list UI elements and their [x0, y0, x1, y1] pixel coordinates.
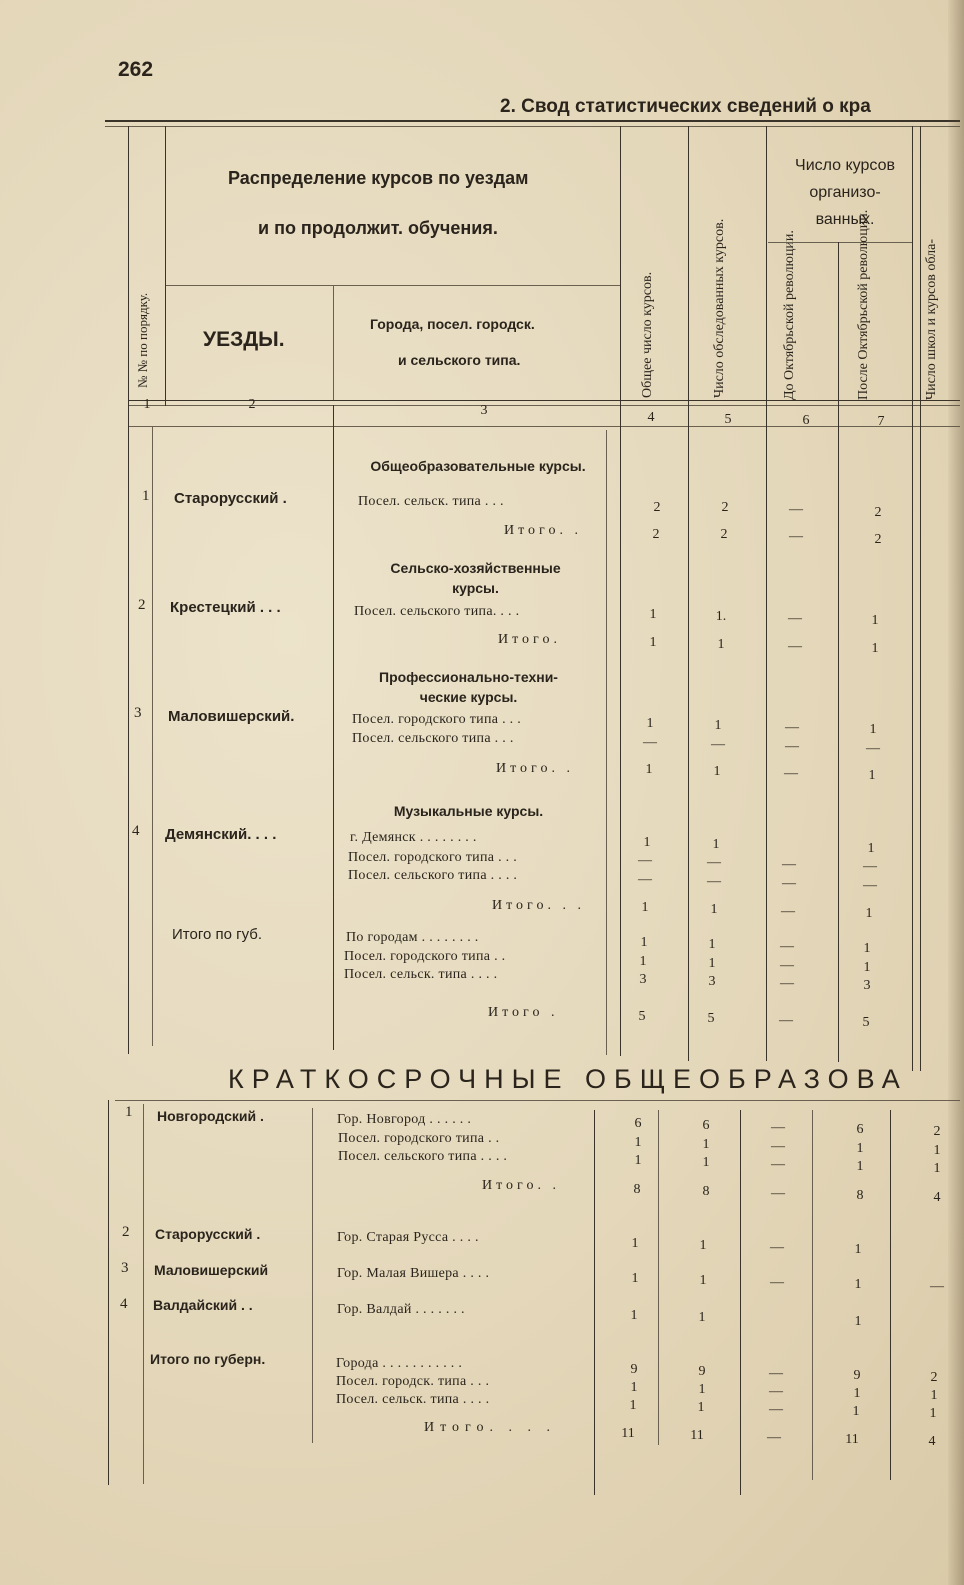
cell-c7: 1 — [871, 613, 879, 628]
cell-c4: 1 — [640, 935, 648, 950]
header-col67-line2: организо- — [809, 184, 881, 201]
cell-c8: — — [930, 1279, 944, 1294]
cell-c7: 1 — [856, 1141, 864, 1156]
itogo-c6: — — [779, 1013, 793, 1028]
uezd-label: Демянский. . . . — [165, 826, 277, 843]
section-title-music: Музыкальные курсы. — [393, 803, 544, 819]
cell-c5: 1 — [698, 1310, 706, 1325]
vline-lower-c4 — [594, 1110, 595, 1495]
cell-c7: 1 — [863, 941, 871, 956]
place-label: Посел. городского типа . . — [338, 1131, 500, 1146]
itogo-c4: 1 — [641, 900, 649, 915]
page-heading: 2. Свод статистических сведений о кра — [500, 96, 871, 117]
colnum-7: 7 — [877, 414, 885, 429]
cell-c5: 1 — [714, 718, 722, 733]
cell-c7: 1 — [856, 1159, 864, 1174]
cell-c8: 1 — [933, 1143, 941, 1158]
place-label: Посел. сельского типа. . . . — [354, 604, 520, 619]
short-title-rule — [115, 1100, 960, 1101]
uezd-label: Крестецкий . . . — [170, 599, 281, 616]
row-number: 2 — [122, 1224, 130, 1240]
place-label: Гор. Старая Русса . . . . — [337, 1230, 479, 1245]
itogo-c6: — — [771, 1186, 785, 1201]
vline-lower-c5 — [658, 1110, 659, 1445]
cell-c6: — — [785, 720, 799, 735]
cell-c4: 1 — [649, 607, 657, 622]
cell-c5: 2 — [721, 500, 729, 515]
itogo-c5: 5 — [707, 1011, 715, 1026]
itogo-c4: 8 — [633, 1182, 641, 1197]
itogo-c7: 8 — [856, 1188, 864, 1203]
itogo-c4: 11 — [621, 1426, 635, 1441]
cell-c7: 2 — [874, 505, 882, 520]
vline-c5 — [688, 126, 689, 1061]
place-label: г. Демянск . . . . . . . . — [350, 830, 477, 845]
cell-c4: 6 — [634, 1116, 642, 1131]
place-label: Города . . . . . . . . . . . — [336, 1356, 463, 1371]
header-uezdy: УЕЗДЫ. — [203, 328, 285, 351]
section-title-prof: Профессионально-техни-ческие курсы. — [379, 669, 558, 705]
cell-c4: 1 — [629, 1398, 637, 1413]
vline-c8 — [912, 126, 913, 1071]
itogo-c6: — — [789, 529, 803, 544]
cell-c8: 1 — [933, 1161, 941, 1176]
vline-lower-c7 — [812, 1110, 813, 1480]
header-subrule — [165, 285, 620, 286]
place-label: Гор. Малая Вишера . . . . — [337, 1266, 490, 1281]
top-rule — [105, 120, 960, 122]
vline-lower-c3 — [312, 1108, 313, 1443]
itogo-c7: 11 — [845, 1432, 859, 1447]
itogo-label: Итого. . — [496, 761, 574, 776]
vline-c2 — [152, 426, 153, 1046]
cell-c5: 1 — [702, 1155, 710, 1170]
uezd-label: Маловишерский. — [168, 708, 295, 725]
header-title-2: и по продолжит. обучения. — [258, 218, 498, 238]
cell-c6: — — [789, 502, 803, 517]
row-number: 4 — [120, 1296, 128, 1312]
itogo-c4: 2 — [652, 527, 660, 542]
cell-c6: — — [780, 958, 794, 973]
itogo-c5: 1 — [717, 637, 725, 652]
short-total-label: Итого по губерн. — [150, 1351, 266, 1367]
header-col67-line3: ванных. — [815, 211, 875, 228]
cell-c4: 9 — [630, 1362, 638, 1377]
vline-c6 — [766, 126, 767, 1061]
place-label: Посел. сельского типа . . . . — [338, 1149, 508, 1164]
itogo-c4: 1 — [649, 635, 657, 650]
cell-c6: — — [769, 1366, 783, 1381]
cell-c6: — — [780, 976, 794, 991]
itogo-c5: 1 — [710, 902, 718, 917]
cell-c7: 1 — [853, 1386, 861, 1401]
cell-c4: — — [638, 872, 652, 887]
cell-c5: 1 — [702, 1137, 710, 1152]
cell-c6: — — [771, 1157, 785, 1172]
itogo-c7: 5 — [862, 1015, 870, 1030]
header-col4: Общее число курсов. — [640, 271, 655, 398]
cell-c7: 9 — [853, 1368, 861, 1383]
itogo-c8: 4 — [933, 1190, 941, 1205]
header-title-1: Распределение курсов по уездам — [228, 168, 529, 188]
row-number: 1 — [142, 488, 150, 504]
itogo-c7: 1 — [865, 906, 873, 921]
place-label: По городам . . . . . . . . — [346, 930, 479, 945]
uezd-label: Валдайский . . — [153, 1297, 253, 1313]
place-label: Посел. сельского типа . . . . — [348, 868, 518, 883]
colnum-3: 3 — [480, 403, 488, 418]
cell-c5: 6 — [702, 1118, 710, 1133]
itogo-label: Итого. . . . — [424, 1420, 556, 1435]
cell-c4: 1 — [643, 835, 651, 850]
itogo-c5: 11 — [690, 1428, 704, 1443]
top-rule-2 — [105, 126, 960, 127]
cell-c7: 1 — [854, 1314, 862, 1329]
header-col3-line1: Города, посел. городск. — [370, 316, 535, 332]
itogo-label: Итого. — [498, 632, 561, 647]
cell-c7: 1 — [869, 722, 877, 737]
header-col1: № № по порядку. — [135, 292, 150, 388]
colnum-rule-bottom — [128, 426, 960, 427]
cell-c6: — — [770, 1275, 784, 1290]
header-subrule-67 — [768, 242, 913, 243]
cell-c8: 2 — [930, 1370, 938, 1385]
short-term-title: КРАТКОСРОЧНЫЕ ОБЩЕОБРАЗОВА — [228, 1064, 908, 1094]
cell-c6: — — [782, 857, 796, 872]
vline-c4b — [606, 430, 607, 1055]
cell-c5: 3 — [708, 974, 716, 989]
cell-c7: 1 — [854, 1277, 862, 1292]
cell-c5: 9 — [698, 1364, 706, 1379]
uezd-label: Старорусский . — [174, 490, 287, 507]
colnum-1: 1 — [143, 397, 151, 412]
vline-c7 — [838, 242, 839, 1062]
cell-c6: — — [788, 611, 802, 626]
header-col8: Число школ и курсов обла- — [924, 238, 939, 400]
cell-c5: 1 — [698, 1382, 706, 1397]
row-number: 1 — [125, 1104, 133, 1120]
itogo-c8: 4 — [928, 1434, 936, 1449]
vline-lower-c1 — [108, 1100, 109, 1485]
itogo-c7: 2 — [874, 532, 882, 547]
header-col7: После Октябрьской революции. — [856, 209, 871, 400]
cell-c4: 1 — [639, 954, 647, 969]
cell-c4: 1 — [631, 1236, 639, 1251]
header-col5: Число обследованных курсов. — [712, 218, 727, 398]
uezd-label: Маловишерский — [154, 1262, 269, 1278]
itogo-c4: 5 — [638, 1009, 646, 1024]
vline-lower-c6 — [740, 1110, 741, 1495]
header-col3-line2: и сельского типа. — [398, 352, 521, 368]
cell-c6: — — [782, 876, 796, 891]
itogo-label: Итого. . . — [492, 898, 585, 913]
cell-c8: 2 — [933, 1124, 941, 1139]
vline-lower-c8 — [890, 1110, 891, 1480]
place-label: Посел. сельского типа . . . — [352, 731, 514, 746]
cell-c7: 1 — [852, 1404, 860, 1419]
itogo-c6: — — [784, 766, 798, 781]
section-title-general: Общеобразовательные курсы. — [370, 458, 586, 474]
vline-lower-c2 — [143, 1104, 144, 1484]
place-label: Посел. городского типа . . — [344, 949, 506, 964]
itogo-c5: 2 — [720, 527, 728, 542]
colnum-5: 5 — [724, 412, 732, 427]
cell-c6: — — [771, 1120, 785, 1135]
cell-c5: 1 — [699, 1273, 707, 1288]
vline-c1b — [165, 126, 166, 406]
header-divider-23 — [333, 285, 334, 400]
row-number: 4 — [132, 823, 140, 839]
cell-c6: — — [771, 1139, 785, 1154]
cell-c7: 1 — [854, 1242, 862, 1257]
place-label: Посел. городского типа . . . — [352, 712, 522, 727]
itogo-c6: — — [788, 639, 802, 654]
cell-c7: — — [866, 741, 880, 756]
vline-c3 — [333, 405, 334, 1050]
place-label: Посел. сельск. типа . . . . — [336, 1392, 490, 1407]
row-number: 3 — [134, 705, 142, 721]
cell-c5: 1. — [715, 609, 727, 624]
cell-c5: — — [711, 737, 725, 752]
place-label: Посел. сельск. типа . . . . — [344, 967, 498, 982]
cell-c5: 1 — [697, 1400, 705, 1415]
cell-c4: 1 — [631, 1271, 639, 1286]
guberniya-total-label: Итого по губ. — [172, 926, 263, 943]
place-label: Посел. сельск. типа . . . — [358, 494, 504, 509]
row-number: 3 — [121, 1260, 129, 1276]
cell-c6: — — [769, 1384, 783, 1399]
cell-c7: 1 — [863, 960, 871, 975]
cell-c5: 1 — [712, 837, 720, 852]
header-col67-line1: Число курсов — [795, 157, 895, 174]
cell-c4: 1 — [634, 1153, 642, 1168]
cell-c7: — — [863, 859, 877, 874]
cell-c6: — — [780, 939, 794, 954]
cell-c7: — — [863, 878, 877, 893]
row-number: 2 — [138, 597, 146, 613]
cell-c4: 2 — [653, 500, 661, 515]
itogo-c7: 1 — [871, 641, 879, 656]
cell-c7: 1 — [867, 841, 875, 856]
page-edge-shadow — [948, 0, 964, 1585]
cell-c5: 1 — [708, 956, 716, 971]
cell-c5: — — [707, 855, 721, 870]
cell-c6: — — [769, 1402, 783, 1417]
vline-c4 — [620, 126, 621, 1056]
itogo-c6: — — [767, 1430, 781, 1445]
itogo-label: Итого. . — [504, 523, 582, 538]
itogo-c4: 1 — [645, 762, 653, 777]
header-col67-title — [770, 152, 920, 233]
place-label: Посел. городского типа . . . — [348, 850, 518, 865]
itogo-c5: 8 — [702, 1184, 710, 1199]
itogo-c7: 1 — [868, 768, 876, 783]
cell-c4: — — [643, 735, 657, 750]
vline-c8b — [920, 126, 921, 1071]
cell-c6: — — [785, 739, 799, 754]
cell-c5: — — [707, 874, 721, 889]
header-col6: До Октябрьской революции. — [782, 230, 797, 400]
itogo-c5: 1 — [713, 764, 721, 779]
cell-c4: 1 — [630, 1380, 638, 1395]
place-label: Гор. Новгород . . . . . . — [337, 1112, 472, 1127]
page-number: 262 — [118, 58, 154, 81]
itogo-label: Итого. . — [482, 1178, 560, 1193]
cell-c5: 1 — [699, 1238, 707, 1253]
cell-c8: 1 — [930, 1388, 938, 1403]
itogo-c6: — — [781, 904, 795, 919]
section-title-agri: Сельско-хозяйственные курсы. — [390, 560, 561, 596]
colnum-4: 4 — [647, 410, 655, 425]
vline-c1 — [128, 126, 129, 1054]
cell-c4: 3 — [639, 972, 647, 987]
uezd-label: Новгородский . — [157, 1108, 264, 1124]
cell-c7: 3 — [863, 978, 871, 993]
uezd-label: Старорусский . — [155, 1226, 261, 1242]
cell-c6: — — [770, 1240, 784, 1255]
cell-c7: 6 — [856, 1122, 864, 1137]
itogo-label: Итого . — [488, 1005, 559, 1020]
cell-c4: — — [638, 853, 652, 868]
cell-c4: 1 — [630, 1308, 638, 1323]
colnum-2: 2 — [248, 397, 256, 412]
place-label: Гор. Валдай . . . . . . . — [337, 1302, 465, 1317]
cell-c4: 1 — [634, 1135, 642, 1150]
cell-c5: 1 — [708, 937, 716, 952]
colnum-6: 6 — [802, 413, 810, 428]
cell-c4: 1 — [646, 716, 654, 731]
place-label: Посел. городск. типа . . . — [336, 1374, 490, 1389]
cell-c8: 1 — [929, 1406, 937, 1421]
